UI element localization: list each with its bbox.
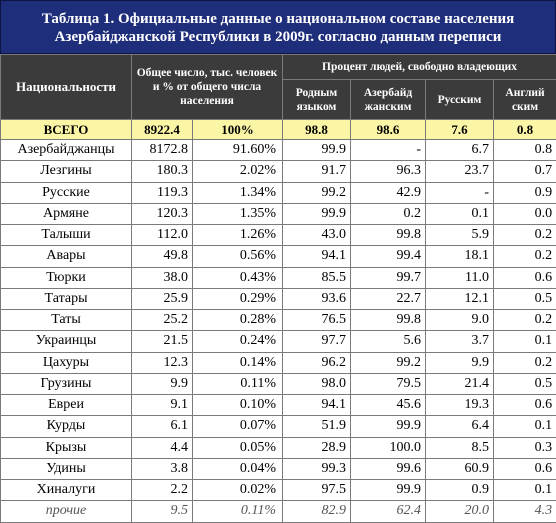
cell-percent: 0.04% bbox=[193, 458, 283, 479]
table-row bbox=[1, 267, 556, 288]
cell-name: Курды bbox=[1, 416, 132, 437]
cell-native: 76.5 bbox=[283, 310, 351, 331]
cell-percent: 0.24% bbox=[193, 331, 283, 352]
table-row bbox=[1, 480, 556, 501]
cell-percent: 0.10% bbox=[193, 395, 283, 416]
cell-name: Русские bbox=[1, 182, 132, 203]
cell-native: 98.0 bbox=[283, 373, 351, 394]
table-row bbox=[1, 458, 556, 479]
header-russian: Русским bbox=[426, 80, 494, 120]
cell-azerbaijani: 99.8 bbox=[351, 310, 426, 331]
cell-name: Авары bbox=[1, 246, 132, 267]
cell-percent: 0.11% bbox=[193, 373, 283, 394]
cell-native: 94.1 bbox=[283, 246, 351, 267]
cell-percent: 0.28% bbox=[193, 310, 283, 331]
total-thousands: 8922.4 bbox=[132, 120, 193, 140]
cell-english: 0.3 bbox=[494, 437, 556, 458]
cell-percent: 0.05% bbox=[193, 437, 283, 458]
cell-english: 0.9 bbox=[494, 182, 556, 203]
table-row bbox=[1, 310, 556, 331]
cell-russian: 19.3 bbox=[426, 395, 494, 416]
cell-percent: 0.14% bbox=[193, 352, 283, 373]
cell-name: Евреи bbox=[1, 395, 132, 416]
total-native: 98.8 bbox=[283, 120, 351, 140]
cell-russian: 23.7 bbox=[426, 161, 494, 182]
cell-native: 93.6 bbox=[283, 288, 351, 309]
cell-azerbaijani: 99.8 bbox=[351, 225, 426, 246]
header-percent-group: Процент людей, свободно владеющих bbox=[283, 55, 556, 80]
cell-thousands: 119.3 bbox=[132, 182, 193, 203]
header-english: Англий ским bbox=[494, 80, 556, 120]
cell-native: 99.3 bbox=[283, 458, 351, 479]
cell-percent: 0.56% bbox=[193, 246, 283, 267]
cell-azerbaijani: 45.6 bbox=[351, 395, 426, 416]
cell-percent: 91.60% bbox=[193, 140, 283, 161]
table-row bbox=[1, 182, 556, 203]
header-nationality: Национальности bbox=[1, 55, 132, 120]
title-line-2: Азербайджанской Республики в 2009г. согласно данным переписи bbox=[1, 28, 555, 46]
cell-english: 0.2 bbox=[494, 246, 556, 267]
cell-native: 43.0 bbox=[283, 225, 351, 246]
cell-english: 0.7 bbox=[494, 161, 556, 182]
cell-native: 97.7 bbox=[283, 331, 351, 352]
cell-russian: 6.7 bbox=[426, 140, 494, 161]
cell-name: Тюрки bbox=[1, 267, 132, 288]
cell-native: 82.9 bbox=[283, 501, 351, 522]
cell-english: 0.6 bbox=[494, 458, 556, 479]
cell-thousands: 12.3 bbox=[132, 352, 193, 373]
cell-thousands: 120.3 bbox=[132, 203, 193, 224]
cell-native: 97.5 bbox=[283, 480, 351, 501]
cell-native: 28.9 bbox=[283, 437, 351, 458]
table-row bbox=[1, 437, 556, 458]
cell-russian: 18.1 bbox=[426, 246, 494, 267]
header-native: Родным языком bbox=[283, 80, 351, 120]
cell-russian: 9.0 bbox=[426, 310, 494, 331]
cell-native: 99.9 bbox=[283, 140, 351, 161]
table-row bbox=[1, 161, 556, 182]
cell-english: 0.2 bbox=[494, 352, 556, 373]
cell-name: Лезгины bbox=[1, 161, 132, 182]
cell-thousands: 9.5 bbox=[132, 501, 193, 522]
cell-russian: 5.9 bbox=[426, 225, 494, 246]
cell-percent: 1.34% bbox=[193, 182, 283, 203]
cell-english: 0.6 bbox=[494, 395, 556, 416]
total-row bbox=[1, 120, 556, 140]
cell-azerbaijani: - bbox=[351, 140, 426, 161]
total-percent: 100% bbox=[193, 120, 283, 140]
cell-name: Грузины bbox=[1, 373, 132, 394]
cell-name: Армяне bbox=[1, 203, 132, 224]
table-row bbox=[1, 140, 556, 161]
cell-thousands: 8172.8 bbox=[132, 140, 193, 161]
cell-russian: 6.4 bbox=[426, 416, 494, 437]
cell-english: 0.6 bbox=[494, 267, 556, 288]
cell-percent: 1.26% bbox=[193, 225, 283, 246]
total-azerbaijani: 98.6 bbox=[351, 120, 426, 140]
cell-english: 0.5 bbox=[494, 288, 556, 309]
cell-percent: 2.02% bbox=[193, 161, 283, 182]
cell-azerbaijani: 96.3 bbox=[351, 161, 426, 182]
title-line-1: Таблица 1. Официальные данные о национальном составе населения bbox=[1, 10, 555, 28]
header-azerbaijani: Азербайд жанским bbox=[351, 80, 426, 120]
cell-thousands: 25.9 bbox=[132, 288, 193, 309]
table-row bbox=[1, 373, 556, 394]
cell-thousands: 38.0 bbox=[132, 267, 193, 288]
cell-russian: 12.1 bbox=[426, 288, 494, 309]
cell-thousands: 180.3 bbox=[132, 161, 193, 182]
cell-azerbaijani: 99.4 bbox=[351, 246, 426, 267]
cell-name: Украинцы bbox=[1, 331, 132, 352]
cell-thousands: 3.8 bbox=[132, 458, 193, 479]
cell-english: 0.8 bbox=[494, 140, 556, 161]
cell-percent: 0.02% bbox=[193, 480, 283, 501]
cell-english: 0.1 bbox=[494, 331, 556, 352]
cell-azerbaijani: 99.6 bbox=[351, 458, 426, 479]
cell-english: 0.1 bbox=[494, 480, 556, 501]
cell-percent: 1.35% bbox=[193, 203, 283, 224]
cell-azerbaijani: 62.4 bbox=[351, 501, 426, 522]
cell-russian: 20.0 bbox=[426, 501, 494, 522]
table-row bbox=[1, 225, 556, 246]
cell-azerbaijani: 79.5 bbox=[351, 373, 426, 394]
cell-native: 94.1 bbox=[283, 395, 351, 416]
table-row bbox=[1, 331, 556, 352]
table-title bbox=[0, 0, 556, 54]
table-row bbox=[1, 501, 556, 522]
cell-azerbaijani: 42.9 bbox=[351, 182, 426, 203]
cell-russian: - bbox=[426, 182, 494, 203]
cell-thousands: 49.8 bbox=[132, 246, 193, 267]
cell-russian: 60.9 bbox=[426, 458, 494, 479]
cell-thousands: 2.2 bbox=[132, 480, 193, 501]
cell-thousands: 6.1 bbox=[132, 416, 193, 437]
cell-name: Удины bbox=[1, 458, 132, 479]
cell-russian: 8.5 bbox=[426, 437, 494, 458]
cell-thousands: 112.0 bbox=[132, 225, 193, 246]
cell-thousands: 9.9 bbox=[132, 373, 193, 394]
total-english: 0.8 bbox=[494, 120, 556, 140]
cell-native: 51.9 bbox=[283, 416, 351, 437]
table-row bbox=[1, 416, 556, 437]
cell-azerbaijani: 99.9 bbox=[351, 480, 426, 501]
cell-name: Талыши bbox=[1, 225, 132, 246]
cell-native: 99.9 bbox=[283, 203, 351, 224]
cell-name: Цахуры bbox=[1, 352, 132, 373]
cell-english: 0.0 bbox=[494, 203, 556, 224]
cell-percent: 0.43% bbox=[193, 267, 283, 288]
cell-name: Таты bbox=[1, 310, 132, 331]
total-russian: 7.6 bbox=[426, 120, 494, 140]
cell-azerbaijani: 22.7 bbox=[351, 288, 426, 309]
cell-azerbaijani: 0.2 bbox=[351, 203, 426, 224]
cell-native: 99.2 bbox=[283, 182, 351, 203]
cell-english: 4.3 bbox=[494, 501, 556, 522]
cell-thousands: 4.4 bbox=[132, 437, 193, 458]
cell-russian: 0.9 bbox=[426, 480, 494, 501]
table-row bbox=[1, 288, 556, 309]
cell-thousands: 25.2 bbox=[132, 310, 193, 331]
cell-thousands: 21.5 bbox=[132, 331, 193, 352]
cell-name: Крызы bbox=[1, 437, 132, 458]
header-total: Общее число, тыс. человек и % от общего числа населения bbox=[132, 55, 283, 120]
cell-azerbaijani: 99.7 bbox=[351, 267, 426, 288]
cell-percent: 0.07% bbox=[193, 416, 283, 437]
table-row bbox=[1, 352, 556, 373]
cell-azerbaijani: 99.2 bbox=[351, 352, 426, 373]
cell-english: 0.2 bbox=[494, 310, 556, 331]
cell-russian: 3.7 bbox=[426, 331, 494, 352]
cell-english: 0.2 bbox=[494, 225, 556, 246]
cell-thousands: 9.1 bbox=[132, 395, 193, 416]
cell-percent: 0.11% bbox=[193, 501, 283, 522]
cell-name: прочие bbox=[1, 501, 132, 522]
table-row bbox=[1, 246, 556, 267]
table-row bbox=[1, 203, 556, 224]
cell-name: Хиналуги bbox=[1, 480, 132, 501]
cell-name: Татары bbox=[1, 288, 132, 309]
cell-english: 0.5 bbox=[494, 373, 556, 394]
cell-native: 96.2 bbox=[283, 352, 351, 373]
cell-percent: 0.29% bbox=[193, 288, 283, 309]
cell-english: 0.1 bbox=[494, 416, 556, 437]
cell-azerbaijani: 5.6 bbox=[351, 331, 426, 352]
cell-native: 91.7 bbox=[283, 161, 351, 182]
cell-azerbaijani: 99.9 bbox=[351, 416, 426, 437]
cell-name: Азербайджанцы bbox=[1, 140, 132, 161]
total-name: ВСЕГО bbox=[1, 120, 132, 140]
cell-russian: 21.4 bbox=[426, 373, 494, 394]
cell-russian: 9.9 bbox=[426, 352, 494, 373]
cell-native: 85.5 bbox=[283, 267, 351, 288]
table-row bbox=[1, 395, 556, 416]
census-table bbox=[0, 54, 556, 523]
cell-russian: 0.1 bbox=[426, 203, 494, 224]
cell-russian: 11.0 bbox=[426, 267, 494, 288]
cell-azerbaijani: 100.0 bbox=[351, 437, 426, 458]
